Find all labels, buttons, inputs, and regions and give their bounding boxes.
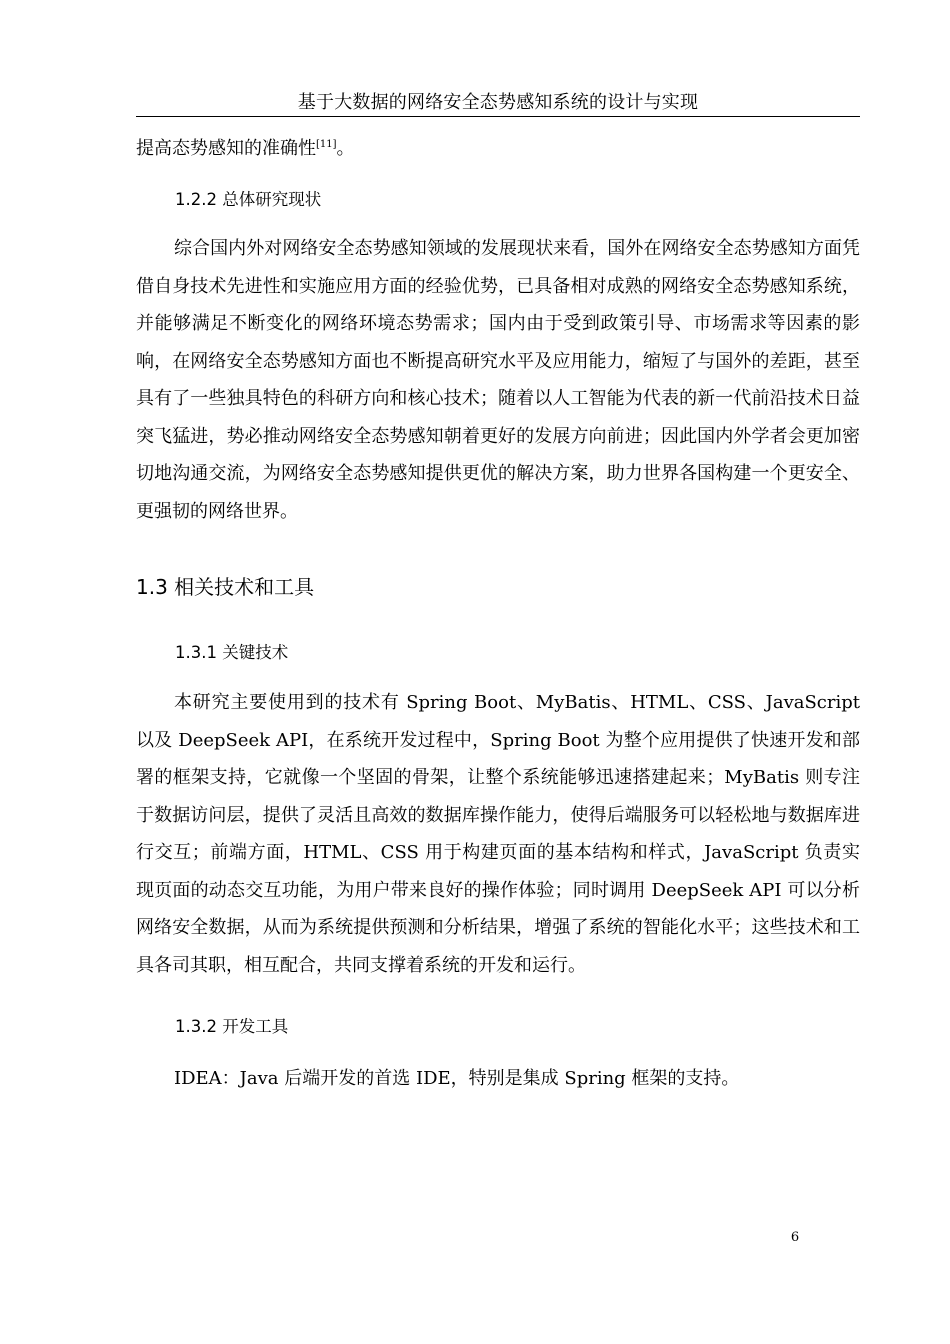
paragraph-dev-tools: IDEA：Java 后端开发的首选 IDE，特别是集成 Spring 框架的支持。 [174, 1068, 740, 1089]
heading-1-3-2: 1.3.2 开发工具 [175, 1017, 289, 1036]
heading-1-3: 1.3 相关技术和工具 [136, 575, 315, 599]
header-rule [136, 116, 860, 117]
running-header: 基于大数据的网络安全态势感知系统的设计与实现 [297, 92, 699, 113]
continuation-end: 。 [336, 138, 355, 159]
citation-ref[interactable]: [11] [316, 139, 337, 150]
continuation-text: 提高态势感知的准确性 [136, 138, 316, 159]
page-number-value: 6 [790, 1230, 800, 1245]
heading-1-2-2: 1.2.2 总体研究现状 [175, 190, 322, 209]
paragraph-key-technologies: 本研究主要使用到的技术有 Spring Boot、MyBatis、HTML、CSS、JavaScript 以及 DeepSeek API，在系统开发过程中，Spring Boot 为整个应用提供了快速开发和部署的框架支持，它就像一个坚固的骨架，让整个系统能够迅速搭建起来；MyBatis 则专注于数据访问层，提供了灵活且高效的数据库操作能力，使得后端服务可以轻松地与数据库进行交互；前端方面，HTML、CSS 用于构建页面的基本结构和样式，JavaScript 负责实现页面的动态交互功能，为用户带来良好的操作体验；同时调用 DeepSeek API 可以分析网络安全数据，从而为系统提供预测和分析结果，增强了系统的智能化水平；这些技术和工具各司其职，相互配合，共同支撑着系统的开发和运行。 [136, 692, 860, 976]
continuation-line [136, 136, 860, 162]
paragraph-overall-status: 综合国内外对网络安全态势感知领域的发展现状来看，国外在网络安全态势感知方面凭借自身技术先进性和实施应用方面的经验优势，已具备相对成熟的网络安全态势感知系统，并能够满足不断变化的网络环境态势需求；国内由于受到政策引导、市场需求等因素的影响，在网络安全态势感知方面也不断提高研究水平及应用能力，缩短了与国外的差距，甚至具有了一些独具特色的科研方向和核心技术；随着以人工智能为代表的新一代前沿技术日益突飞猛进，势必推动网络安全态势感知朝着更好的发展方向前进；因此国内外学者会更加密切地沟通交流，为网络安全态势感知提供更优的解决方案，助力世界各国构建一个更安全、更强韧的网络世界。 [136, 238, 860, 522]
page-number [0, 1228, 802, 1248]
heading-1-3-1: 1.3.1 关键技术 [175, 643, 289, 662]
